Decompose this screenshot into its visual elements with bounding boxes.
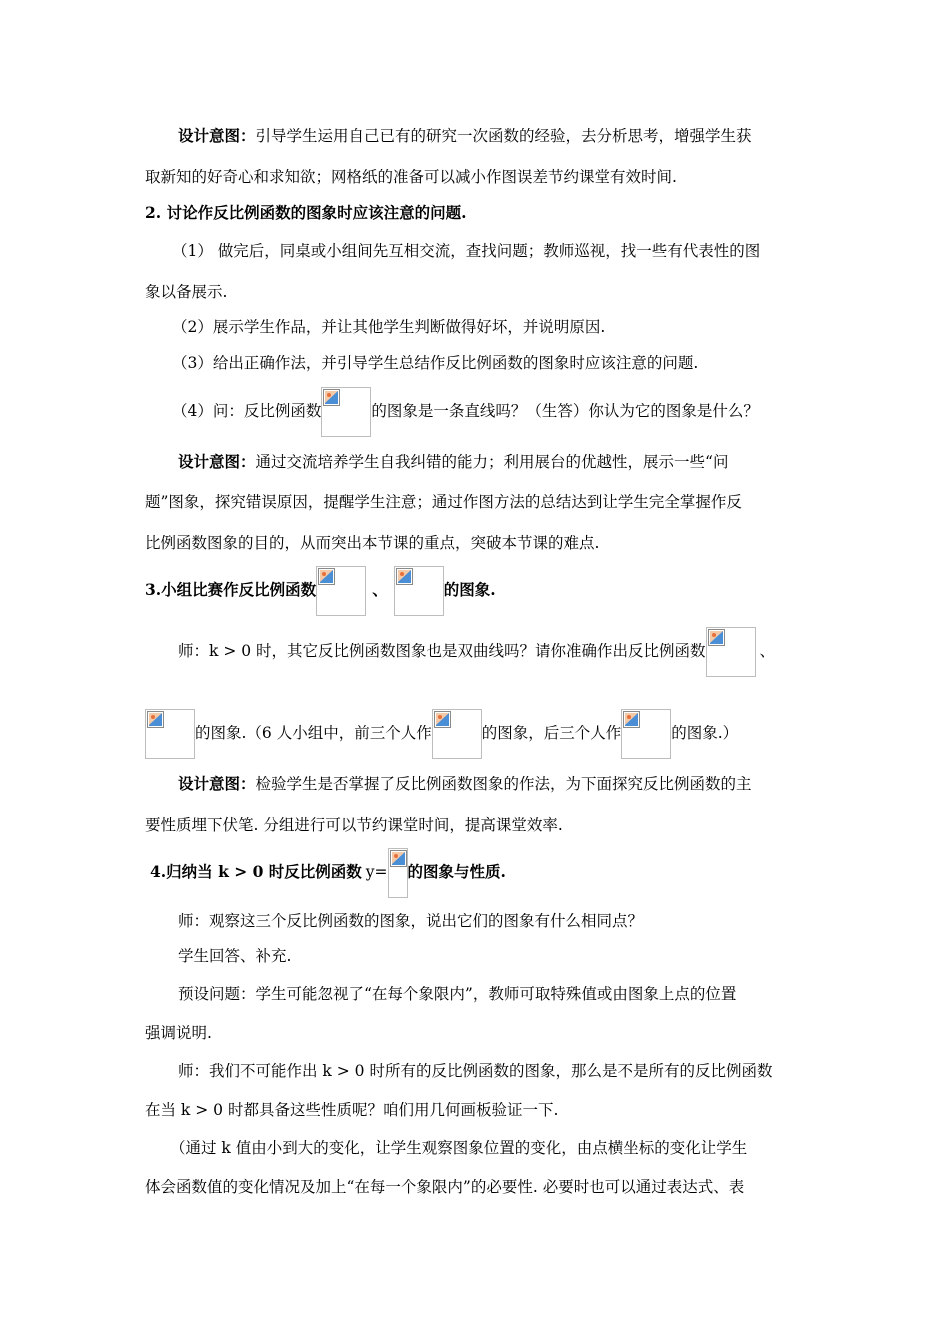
text-span: y= (365, 863, 388, 881)
paragraph-line: 预设问题：学生可能忽视了“在每个象限内”，教师可取特殊值或由图象上点的位置 (178, 985, 737, 1003)
paragraph-text: 通过交流培养学生自我纠错的能力；利用展台的优越性，展示一些“问 (255, 453, 729, 471)
paragraph-line: 师：我们不可能作出 k > 0 时所有的反比例函数的图象，那么是不是所有的反比例函数 (178, 1062, 773, 1080)
paragraph-line: 学生回答、补充. (178, 947, 292, 965)
paragraph-line: 象以备展示. (145, 283, 228, 301)
paragraph-text: 引导学生运用自己已有的研究一次函数的经验，去分析思考，增强学生获 (255, 127, 752, 145)
text-span: 的图象与性质. (407, 862, 506, 881)
formula-image (432, 709, 482, 759)
section-heading-3 (145, 565, 496, 616)
formula-image (394, 566, 444, 616)
paragraph-line: （通过 k 值由小到大的变化，让学生观察图象位置的变化，由点横坐标的变化让学生 (170, 1139, 748, 1157)
paragraph-line: 师：观察这三个反比例函数的图象，说出它们的图象有什么相同点？ (178, 912, 644, 930)
broken-image-icon (147, 711, 164, 728)
formula-image (706, 627, 756, 677)
text-span: 、 (759, 642, 776, 660)
design-intent-label: 设计意图： (178, 126, 256, 145)
paragraph-line: 体会函数值的变化情况及加上“在每一个象限内”的必要性. 必要时也可以通过表达式、表 (145, 1178, 745, 1196)
broken-image-icon (390, 850, 407, 867)
text-span: 的图象.（6 人小组中，前三个人作 (195, 724, 432, 742)
paragraph-line: （3）给出正确作法，并引导学生总结作反比例函数的图象时应该注意的问题. (172, 354, 699, 372)
design-intent-1 (178, 125, 752, 147)
formula-image (145, 709, 195, 759)
teacher-line (145, 708, 738, 759)
text-span: 的图象.） (671, 724, 739, 742)
text-span: 的图象是一条直线吗？（生答）你认为它的图象是什么？ (371, 402, 759, 420)
paragraph-line: 在当 k > 0 时都具备这些性质呢？咱们用几何画板验证一下. (145, 1101, 559, 1119)
design-intent-label: 设计意图： (178, 452, 256, 471)
question-line (172, 386, 759, 437)
formula-image (388, 848, 408, 898)
broken-image-icon (318, 568, 335, 585)
text-span: 的图象. (443, 580, 496, 599)
section-heading-2: 2. 讨论作反比例函数的图象时应该注意的问题. (145, 203, 467, 222)
text-span: （4）问：反比例函数 (172, 402, 322, 420)
broken-image-icon (323, 389, 340, 406)
paragraph-line: 题”图象，探究错误原因，提醒学生注意；通过作图方法的总结达到让学生完全掌握作反 (145, 493, 742, 511)
paragraph-line: 取新知的好奇心和求知欲；网格纸的准备可以减小作图误差节约课堂有效时间. (145, 168, 677, 186)
paragraph-text: 检验学生是否掌握了反比例函数图象的作法，为下面探究反比例函数的主 (255, 775, 752, 793)
paragraph-line: 要性质埋下伏笔. 分组进行可以节约课堂时间，提高课堂效率. (145, 816, 563, 834)
formula-image (621, 709, 671, 759)
design-intent-2 (178, 451, 728, 473)
broken-image-icon (434, 711, 451, 728)
text-span: 的图象，后三个人作 (481, 724, 622, 742)
formula-image (321, 387, 371, 437)
broken-image-icon (396, 568, 413, 585)
text-span: 3.小组比赛作反比例函数 (145, 580, 317, 599)
text-span: 师：k > 0 时，其它反比例函数图象也是双曲线吗？请你准确作出反比例函数 (178, 642, 706, 660)
design-intent-3 (178, 773, 752, 795)
formula-image (316, 566, 366, 616)
teacher-line (178, 626, 775, 677)
paragraph-line: 强调说明. (145, 1024, 212, 1042)
text-span: 4.归纳当 k > 0 时反比例函数 (150, 862, 362, 881)
paragraph-line: 比例函数图象的目的，从而突出本节课的重点，突破本节课的难点. (145, 534, 600, 552)
paragraph-line: （1） 做完后，同桌或小组间先互相交流，查找问题；教师巡视，找一些有代表性的图 (172, 242, 761, 260)
design-intent-label: 设计意图： (178, 774, 256, 793)
broken-image-icon (708, 629, 725, 646)
broken-image-icon (623, 711, 640, 728)
section-heading-4 (150, 847, 506, 898)
paragraph-line: （2）展示学生作品，并让其他学生判断做得好坏，并说明原因. (172, 318, 606, 336)
text-span: 、 (372, 580, 388, 599)
